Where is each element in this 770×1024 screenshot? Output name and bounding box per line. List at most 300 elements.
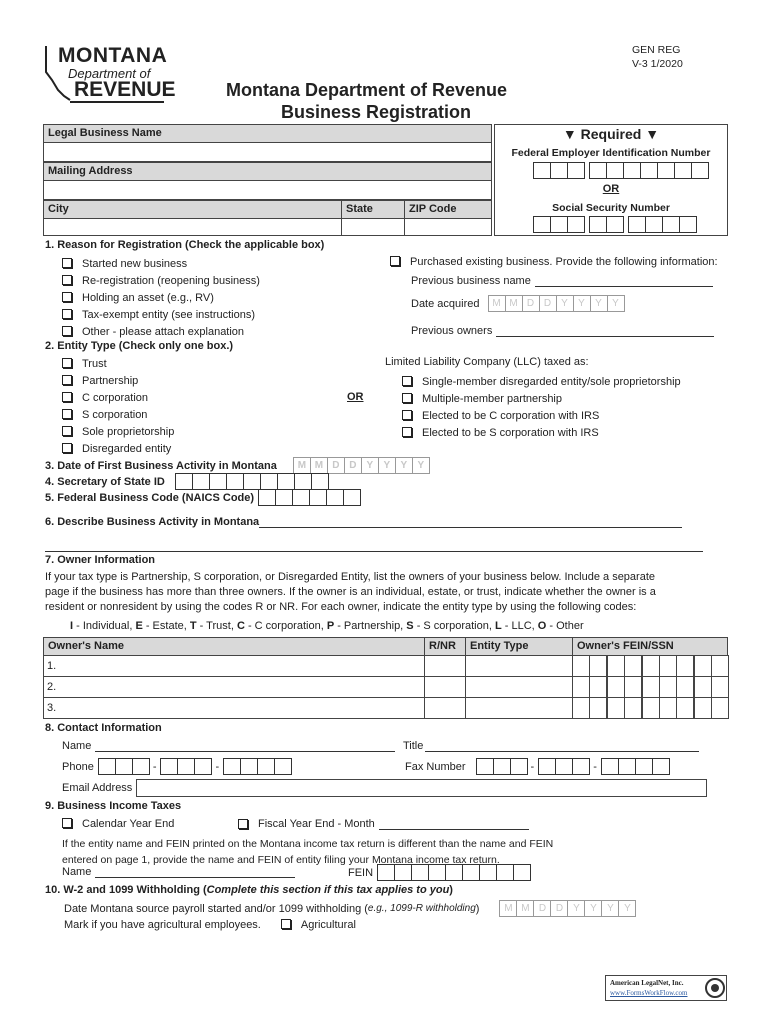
s9-name[interactable] bbox=[62, 866, 295, 878]
fein-box[interactable] bbox=[640, 162, 658, 179]
owner-col-name: Owner's Name bbox=[43, 637, 425, 656]
date-box[interactable]: Y bbox=[412, 457, 430, 474]
form-version: V-3 1/2020 bbox=[632, 58, 683, 70]
fein-box[interactable] bbox=[567, 162, 585, 179]
s2-option-label: C corporation bbox=[82, 392, 149, 404]
owner-name-cell[interactable] bbox=[43, 655, 425, 677]
llc-option[interactable] bbox=[402, 425, 681, 442]
s2-option[interactable] bbox=[62, 441, 174, 458]
checkbox[interactable] bbox=[390, 256, 400, 266]
owner-rnr-cell[interactable] bbox=[424, 676, 466, 698]
s5-label: 5. Federal Business Code (NAICS Code) bbox=[45, 491, 255, 504]
date-acquired[interactable] bbox=[411, 295, 624, 312]
contact-email[interactable] bbox=[62, 779, 707, 797]
footer-line1: American LegalNet, Inc. bbox=[610, 979, 684, 987]
owner-fein-box[interactable] bbox=[624, 697, 642, 719]
code-value: - Trust, bbox=[196, 620, 237, 632]
ssn-box[interactable] bbox=[550, 216, 568, 233]
s7-heading: 7. Owner Information bbox=[45, 554, 156, 566]
owner-fein-box[interactable] bbox=[711, 676, 729, 698]
s2-or: OR bbox=[347, 391, 364, 403]
s2-option-label: Trust bbox=[82, 358, 107, 370]
sos-box[interactable] bbox=[260, 473, 278, 490]
s1-option[interactable] bbox=[62, 307, 260, 324]
naics-box[interactable] bbox=[309, 489, 327, 506]
llc-option-label: Elected to be S corporation with IRS bbox=[422, 427, 599, 439]
code-value: - Individual, bbox=[73, 620, 136, 632]
fein-box[interactable] bbox=[550, 162, 568, 179]
fax-box[interactable] bbox=[618, 758, 636, 775]
fein-box[interactable] bbox=[606, 162, 624, 179]
form-title-line2: Business Registration bbox=[281, 102, 472, 122]
checkbox[interactable] bbox=[402, 393, 412, 403]
owner-row-number: 1. bbox=[47, 660, 57, 672]
s9-note-line: If the entity name and FEIN printed on the Montana income tax return is different than the name and FEIN bbox=[62, 838, 554, 850]
owner-entity-cell[interactable] bbox=[465, 676, 573, 698]
checkbox[interactable] bbox=[62, 258, 72, 268]
fax-box[interactable] bbox=[572, 758, 590, 775]
date-box[interactable]: Y bbox=[607, 295, 625, 312]
s1-options-left bbox=[62, 256, 260, 341]
date-box[interactable]: D bbox=[533, 900, 551, 917]
fax-box[interactable] bbox=[635, 758, 653, 775]
fein-box[interactable] bbox=[657, 162, 675, 179]
contact-name[interactable] bbox=[62, 740, 395, 752]
naics-box[interactable] bbox=[275, 489, 293, 506]
zip-input[interactable] bbox=[404, 218, 492, 236]
state-input[interactable] bbox=[341, 218, 405, 236]
s2-option[interactable] bbox=[62, 390, 174, 407]
dash: - bbox=[215, 760, 220, 773]
phone-box[interactable] bbox=[160, 758, 178, 775]
owner-fein-box[interactable] bbox=[589, 655, 607, 677]
owner-fein-box[interactable] bbox=[676, 697, 694, 719]
phone-area[interactable] bbox=[98, 758, 149, 775]
date-box[interactable]: Y bbox=[573, 295, 591, 312]
fax-line[interactable] bbox=[601, 758, 669, 775]
owner-col-entity: Entity Type bbox=[465, 637, 573, 656]
owner-fein-box[interactable] bbox=[642, 697, 660, 719]
sos-box[interactable] bbox=[226, 473, 244, 490]
dash: - bbox=[152, 760, 157, 773]
logo-revenue: REVENUE bbox=[74, 78, 176, 101]
s2-option[interactable] bbox=[62, 424, 174, 441]
date-box[interactable]: Y bbox=[601, 900, 619, 917]
date-box[interactable]: D bbox=[522, 295, 540, 312]
s6-line-2[interactable] bbox=[45, 540, 703, 552]
s6-line[interactable] bbox=[259, 516, 682, 528]
owner-fein-box[interactable] bbox=[676, 655, 694, 677]
checkbox[interactable] bbox=[62, 426, 72, 436]
s2-option[interactable] bbox=[62, 356, 174, 373]
date-box[interactable]: M bbox=[499, 900, 517, 917]
owner-fein-box[interactable] bbox=[694, 655, 712, 677]
fiscal-label: Fiscal Year End - Month bbox=[258, 818, 375, 830]
owner-fein-box[interactable] bbox=[642, 655, 660, 677]
dash: - bbox=[530, 760, 535, 773]
phone-label: Phone bbox=[62, 760, 94, 773]
s1-option-label: Re-registration (reopening business) bbox=[82, 275, 260, 287]
first-activity-date-boxes[interactable] bbox=[293, 457, 429, 474]
sos-box[interactable] bbox=[175, 473, 193, 490]
s1-option[interactable] bbox=[62, 290, 260, 307]
legal-name-input[interactable] bbox=[43, 142, 492, 162]
ssn-label: Social Security Number bbox=[552, 202, 670, 214]
s1-option[interactable] bbox=[62, 256, 260, 273]
contact-title[interactable] bbox=[403, 740, 699, 752]
checkbox[interactable] bbox=[402, 410, 412, 420]
s9-fein-boxes[interactable] bbox=[377, 864, 530, 881]
contact-phone[interactable] bbox=[62, 758, 291, 775]
fiscal-month-line[interactable] bbox=[379, 818, 529, 830]
sos-box[interactable] bbox=[311, 473, 329, 490]
fein-box[interactable] bbox=[589, 162, 607, 179]
contact-fax[interactable] bbox=[405, 758, 669, 775]
code-key: L bbox=[494, 620, 502, 632]
required-or: OR bbox=[602, 183, 620, 195]
date-box[interactable]: M bbox=[516, 900, 534, 917]
s1-purchased-label: Purchased existing business. Provide the following information: bbox=[410, 256, 718, 268]
llc-option-label: Elected to be C corporation with IRS bbox=[422, 410, 600, 422]
date-box[interactable]: M bbox=[505, 295, 523, 312]
checkbox[interactable] bbox=[402, 376, 412, 386]
email-label: Email Address bbox=[62, 782, 133, 794]
ssn-boxes[interactable] bbox=[533, 216, 696, 233]
s9-fein[interactable] bbox=[348, 864, 530, 881]
fein-box[interactable] bbox=[691, 162, 709, 179]
s9-note-line: entered on page 1, provide the name and FEIN of entity filing your Montana income tax return. bbox=[62, 854, 500, 866]
s10-heading-text: 10. W-2 and 1099 Withholding ( bbox=[45, 884, 207, 896]
s10-date-label: Date Montana source payroll started and/or 1099 withholding ( bbox=[64, 902, 368, 915]
fein-box[interactable] bbox=[496, 864, 514, 881]
owner-row-number: 2. bbox=[47, 681, 57, 693]
mailing-address-label: Mailing Address bbox=[43, 162, 492, 181]
checkbox[interactable] bbox=[402, 427, 412, 437]
owner-rnr-cell[interactable] bbox=[424, 655, 466, 677]
fein-box[interactable] bbox=[479, 864, 497, 881]
s6-label: 6. Describe Business Activity in Montana bbox=[45, 516, 260, 528]
s1-option[interactable] bbox=[62, 273, 260, 290]
checkbox[interactable] bbox=[62, 818, 72, 828]
date-box[interactable]: M bbox=[310, 457, 328, 474]
owner-fein-box[interactable] bbox=[694, 676, 712, 698]
agricultural-checkbox[interactable] bbox=[281, 919, 291, 929]
phone-line[interactable] bbox=[223, 758, 291, 775]
ssn-box[interactable] bbox=[645, 216, 663, 233]
code-key: P bbox=[326, 620, 335, 632]
logo-montana: MONTANA bbox=[58, 44, 168, 67]
sos-box[interactable] bbox=[294, 473, 312, 490]
agri-line-label: Mark if you have agricultural employees. bbox=[64, 919, 261, 931]
llc-option[interactable] bbox=[402, 391, 681, 408]
ssn-box[interactable] bbox=[606, 216, 624, 233]
city-label: City bbox=[43, 200, 342, 219]
llc-heading: Limited Liability Company (LLC) taxed as: bbox=[385, 356, 589, 368]
phone-box[interactable] bbox=[194, 758, 212, 775]
sos-box[interactable] bbox=[243, 473, 261, 490]
s5 bbox=[45, 489, 360, 506]
phone-box[interactable] bbox=[98, 758, 116, 775]
llc-option[interactable] bbox=[402, 408, 681, 425]
checkbox[interactable] bbox=[62, 409, 72, 419]
checkbox[interactable] bbox=[62, 443, 72, 453]
checkbox[interactable] bbox=[62, 275, 72, 285]
fein-box[interactable] bbox=[445, 864, 463, 881]
date-box[interactable]: Y bbox=[378, 457, 396, 474]
fax-box[interactable] bbox=[538, 758, 556, 775]
llc-option-label: Multiple-member partnership bbox=[422, 393, 562, 405]
fein-box[interactable] bbox=[623, 162, 641, 179]
s10-date-italic: e.g., 1099-R withholding bbox=[367, 903, 476, 914]
owner-fein-box[interactable] bbox=[711, 655, 729, 677]
prev-owners-label: Previous owners bbox=[411, 325, 493, 337]
sos-box[interactable] bbox=[277, 473, 295, 490]
code-key: O bbox=[537, 620, 547, 632]
s7-para-line: If your tax type is Partnership, S corporation, or Disregarded Entity, list the owners of your business below. Include a separate bbox=[45, 571, 655, 583]
prev-name-line[interactable] bbox=[535, 275, 713, 287]
s2-option[interactable] bbox=[62, 407, 174, 424]
phone-box[interactable] bbox=[132, 758, 150, 775]
owner-fein-box[interactable] bbox=[572, 655, 590, 677]
calendar-label: Calendar Year End bbox=[82, 818, 175, 830]
s2-option[interactable] bbox=[62, 373, 174, 390]
s10-date-end: ) bbox=[475, 902, 480, 915]
sos-id-boxes[interactable] bbox=[175, 473, 328, 490]
fein-box[interactable] bbox=[462, 864, 480, 881]
footer-line2: www.FormsWorkFlow.com bbox=[610, 989, 688, 997]
legal-name-label: Legal Business Name bbox=[43, 124, 492, 143]
s1-heading: 1. Reason for Registration (Check the applicable box) bbox=[45, 239, 325, 251]
date-box[interactable]: Y bbox=[361, 457, 379, 474]
code-value: - C corporation, bbox=[244, 620, 327, 632]
fein-box[interactable] bbox=[674, 162, 692, 179]
prev-business-name[interactable] bbox=[411, 275, 713, 287]
code-value: - S corporation, bbox=[413, 620, 495, 632]
s1-option-label: Other - please attach explanation bbox=[82, 326, 245, 338]
s7-codes bbox=[70, 620, 584, 632]
contact-name-line[interactable] bbox=[95, 740, 395, 752]
date-box[interactable]: Y bbox=[590, 295, 608, 312]
prev-owners[interactable] bbox=[411, 325, 714, 337]
business-info-block bbox=[43, 124, 492, 236]
s9-fein-label: FEIN bbox=[348, 866, 374, 879]
owner-fein-box[interactable] bbox=[589, 676, 607, 698]
ssn-box[interactable] bbox=[567, 216, 585, 233]
owner-fein-box[interactable] bbox=[607, 655, 625, 677]
checkbox[interactable] bbox=[62, 326, 72, 336]
code-value: - Estate, bbox=[142, 620, 190, 632]
phone-box[interactable] bbox=[274, 758, 292, 775]
sos-box[interactable] bbox=[192, 473, 210, 490]
date-acquired-label: Date acquired bbox=[411, 297, 480, 310]
date-box[interactable]: M bbox=[488, 295, 506, 312]
s1-option-label: Started new business bbox=[82, 258, 188, 270]
contact-name-label: Name bbox=[62, 740, 92, 752]
s6 bbox=[45, 516, 682, 528]
code-value: - Partnership, bbox=[334, 620, 407, 632]
s9-name-label: Name bbox=[62, 866, 92, 878]
llc-option-label: Single-member disregarded entity/sole proprietorship bbox=[422, 376, 681, 388]
s2-option-label: S corporation bbox=[82, 409, 148, 421]
date-box[interactable]: D bbox=[539, 295, 557, 312]
s8-heading: 8. Contact Information bbox=[45, 722, 162, 734]
code-key: C bbox=[236, 620, 245, 632]
fax-box[interactable] bbox=[555, 758, 573, 775]
owner-fein-box[interactable] bbox=[624, 655, 642, 677]
llc-options bbox=[402, 374, 681, 442]
fax-box[interactable] bbox=[510, 758, 528, 775]
date-box[interactable]: Y bbox=[556, 295, 574, 312]
owner-rnr-cell[interactable] bbox=[424, 697, 466, 719]
fein-box[interactable] bbox=[533, 162, 551, 179]
fax-box[interactable] bbox=[493, 758, 511, 775]
fein-box[interactable] bbox=[377, 864, 395, 881]
owner-fein-box[interactable] bbox=[659, 676, 677, 698]
fein-box[interactable] bbox=[428, 864, 446, 881]
date-box[interactable]: Y bbox=[567, 900, 585, 917]
fax-box[interactable] bbox=[601, 758, 619, 775]
zip-label: ZIP Code bbox=[404, 200, 492, 219]
owner-col-fein: Owner's FEIN/SSN bbox=[572, 637, 728, 656]
owner-name-cell[interactable] bbox=[43, 676, 425, 698]
naics-box[interactable] bbox=[326, 489, 344, 506]
fax-area[interactable] bbox=[476, 758, 527, 775]
s10-heading-end: ) bbox=[449, 884, 453, 896]
owner-fein-box[interactable] bbox=[607, 676, 625, 698]
s9-name-line[interactable] bbox=[95, 866, 295, 878]
logo-department: Department of bbox=[68, 66, 151, 81]
s7-instructions bbox=[45, 570, 725, 615]
phone-box[interactable] bbox=[115, 758, 133, 775]
owner-fein-box[interactable] bbox=[572, 697, 590, 719]
s2-option-label: Sole proprietorship bbox=[82, 426, 175, 438]
prev-owners-line[interactable] bbox=[496, 325, 714, 337]
owner-col-rnr: R/NR bbox=[424, 637, 466, 656]
date-box[interactable]: D bbox=[550, 900, 568, 917]
city-input[interactable] bbox=[43, 218, 342, 236]
ssn-box[interactable] bbox=[533, 216, 551, 233]
email-input[interactable] bbox=[136, 779, 707, 797]
s2-option-label: Partnership bbox=[82, 375, 139, 387]
owner-fein-box[interactable] bbox=[642, 676, 660, 698]
date-box[interactable]: D bbox=[327, 457, 345, 474]
ssn-box[interactable] bbox=[628, 216, 646, 233]
agri-label: Agricultural bbox=[300, 919, 356, 931]
s3 bbox=[45, 457, 429, 474]
checkbox[interactable] bbox=[62, 392, 72, 402]
naics-box[interactable] bbox=[292, 489, 310, 506]
naics-box[interactable] bbox=[343, 489, 361, 506]
owner-fein-box[interactable] bbox=[659, 655, 677, 677]
date-box[interactable]: Y bbox=[395, 457, 413, 474]
ssn-box[interactable] bbox=[679, 216, 697, 233]
s1-option-label: Holding an asset (e.g., RV) bbox=[82, 292, 214, 304]
code-key: T bbox=[189, 620, 197, 632]
mailing-address-input[interactable] bbox=[43, 180, 492, 200]
payroll-date-boxes[interactable] bbox=[499, 900, 635, 917]
fax-label: Fax Number bbox=[405, 760, 466, 773]
owner-fein-box[interactable] bbox=[694, 697, 712, 719]
ssn-box[interactable] bbox=[589, 216, 607, 233]
required-heading: ▼ Required ▼ bbox=[562, 126, 660, 142]
fein-box[interactable] bbox=[394, 864, 412, 881]
owner-entity-cell[interactable] bbox=[465, 655, 573, 677]
owner-name-cell[interactable] bbox=[43, 697, 425, 719]
checkbox[interactable] bbox=[238, 819, 248, 829]
owner-fein-box[interactable] bbox=[607, 697, 625, 719]
phone-box[interactable] bbox=[223, 758, 241, 775]
s2-option-label: Disregarded entity bbox=[82, 443, 172, 455]
calendar-year-option[interactable] bbox=[62, 818, 174, 830]
montana-dor-logo bbox=[44, 44, 174, 106]
date-box[interactable]: M bbox=[293, 457, 311, 474]
owner-fein-box[interactable] bbox=[676, 676, 694, 698]
s10-agri bbox=[64, 919, 356, 931]
fax-box[interactable] bbox=[652, 758, 670, 775]
date-acquired-boxes[interactable] bbox=[488, 295, 624, 312]
llc-option[interactable] bbox=[402, 374, 681, 391]
fax-box[interactable] bbox=[476, 758, 494, 775]
date-box[interactable]: D bbox=[344, 457, 362, 474]
owner-entity-cell[interactable] bbox=[465, 697, 573, 719]
ssn-box[interactable] bbox=[662, 216, 680, 233]
required-block bbox=[494, 124, 728, 236]
sos-box[interactable] bbox=[209, 473, 227, 490]
state-label: State bbox=[341, 200, 405, 219]
dash: - bbox=[593, 760, 597, 773]
s1-option-label: Tax-exempt entity (see instructions) bbox=[82, 309, 256, 321]
fax-prefix[interactable] bbox=[538, 758, 589, 775]
fein-box[interactable] bbox=[513, 864, 531, 881]
legalnet-logo-icon bbox=[704, 977, 726, 999]
checkbox[interactable] bbox=[62, 375, 72, 385]
s10-heading bbox=[45, 884, 453, 896]
date-box[interactable]: Y bbox=[618, 900, 636, 917]
phone-box[interactable] bbox=[240, 758, 258, 775]
contact-title-line[interactable] bbox=[425, 740, 699, 752]
fiscal-year-option[interactable] bbox=[238, 818, 529, 830]
s4 bbox=[45, 473, 328, 490]
date-box[interactable]: Y bbox=[584, 900, 602, 917]
owner-fein-box[interactable] bbox=[711, 697, 729, 719]
s10-heading-italic: Complete this section if this tax applies to you bbox=[206, 884, 450, 896]
fein-box[interactable] bbox=[411, 864, 429, 881]
s3-label: 3. Date of First Business Activity in Montana bbox=[45, 459, 277, 472]
naics-boxes[interactable] bbox=[258, 489, 360, 506]
s10-date bbox=[64, 900, 635, 917]
phone-box[interactable] bbox=[177, 758, 195, 775]
naics-box[interactable] bbox=[258, 489, 276, 506]
s2-heading: 2. Entity Type (Check only one box.) bbox=[45, 340, 234, 352]
code-key: I bbox=[70, 620, 74, 632]
s1-option[interactable] bbox=[62, 324, 260, 341]
owner-fein-box[interactable] bbox=[572, 676, 590, 698]
checkbox[interactable] bbox=[62, 309, 72, 319]
owner-fein-box[interactable] bbox=[589, 697, 607, 719]
fein-boxes[interactable] bbox=[533, 162, 708, 179]
code-key: S bbox=[406, 620, 414, 632]
s1-purchased[interactable] bbox=[390, 256, 718, 268]
checkbox[interactable] bbox=[62, 358, 72, 368]
owner-fein-box[interactable] bbox=[624, 676, 642, 698]
code-key: E bbox=[135, 620, 143, 632]
phone-prefix[interactable] bbox=[160, 758, 211, 775]
owner-fein-box[interactable] bbox=[659, 697, 677, 719]
s7-para-line: page if the business has more than three owners. If the owner is an individual, estate, or trust, indicate whether the owner is a bbox=[45, 586, 656, 598]
code-value: - LLC, bbox=[501, 620, 538, 632]
phone-box[interactable] bbox=[257, 758, 275, 775]
checkbox[interactable] bbox=[62, 292, 72, 302]
